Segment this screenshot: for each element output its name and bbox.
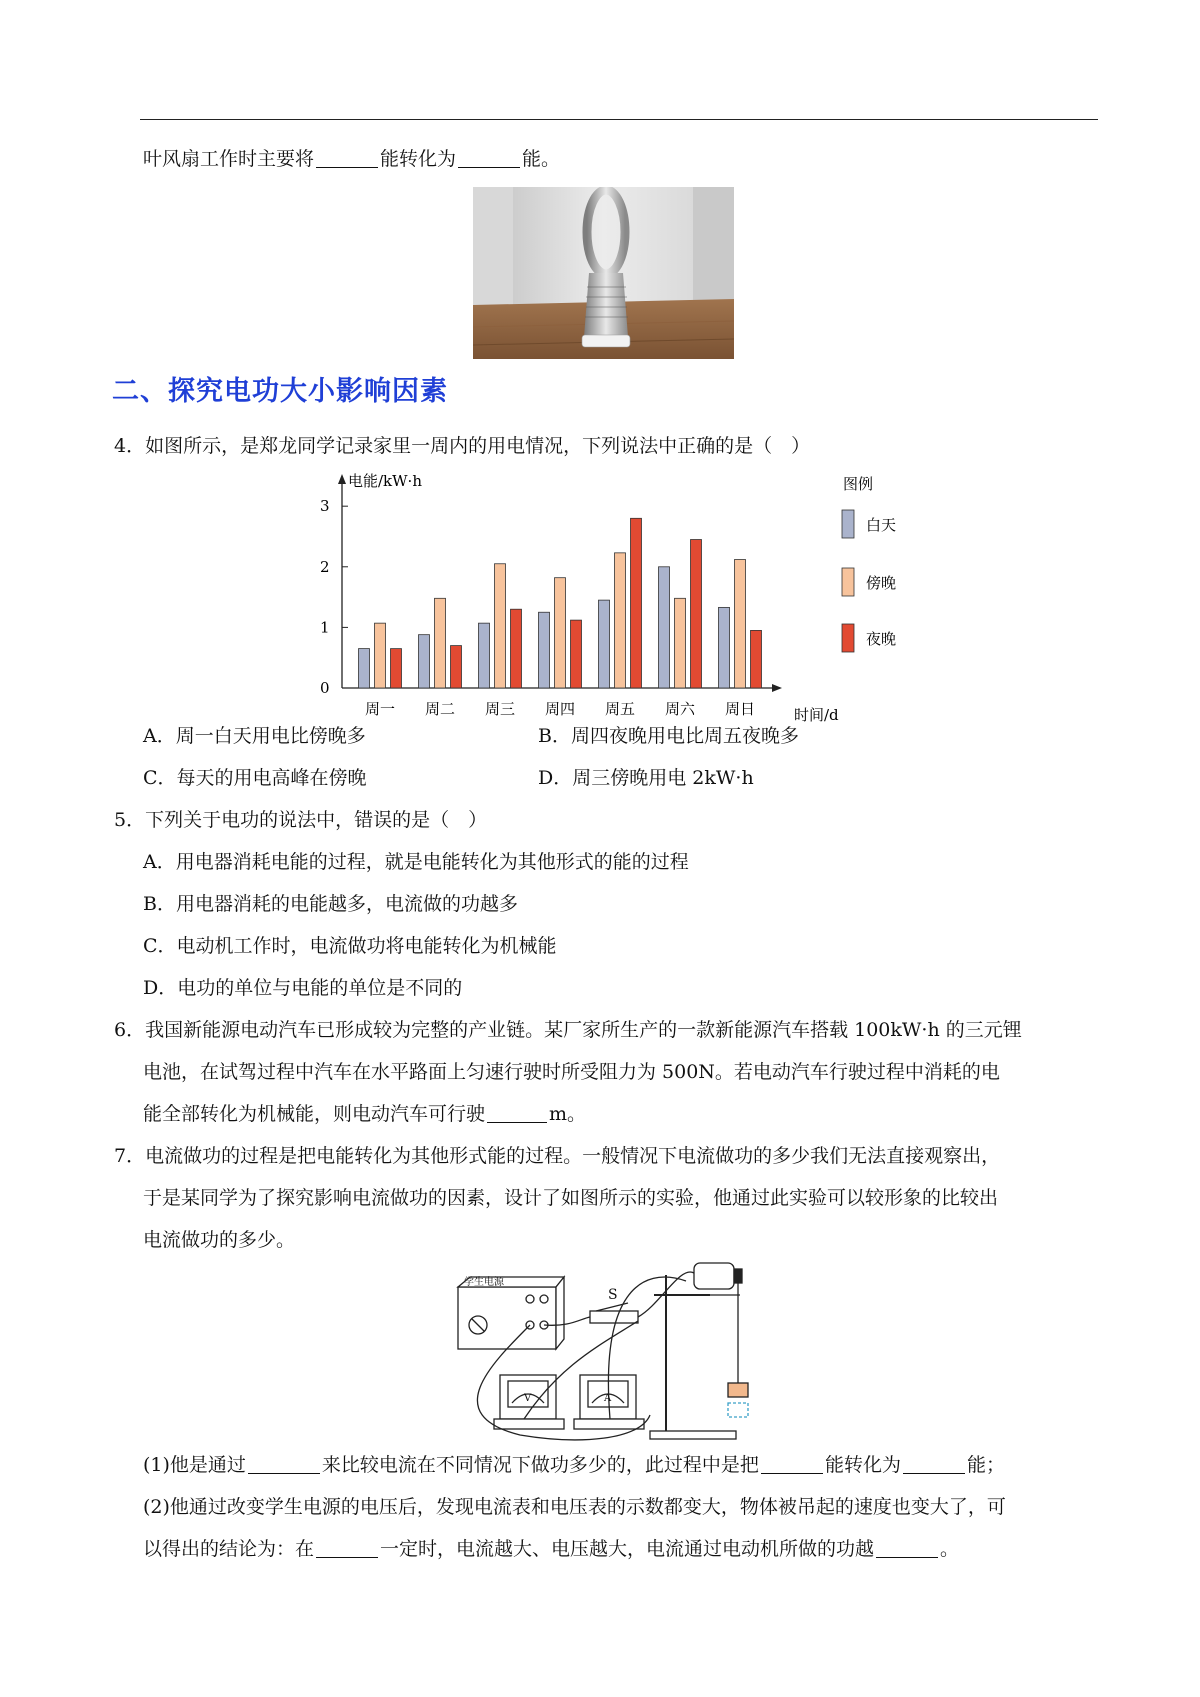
q7-sub1-blank-3[interactable] <box>903 1453 965 1474</box>
q7-sub1-blank-1[interactable] <box>248 1453 320 1474</box>
q4-option-b[interactable]: B．周四夜晚用电比周五夜晚多 <box>538 725 799 747</box>
chart-marks <box>320 474 896 718</box>
chart-legend-swatch <box>842 624 854 652</box>
q5-option-c[interactable]: C．电动机工作时，电流做功将电能转化为机械能 <box>143 935 557 957</box>
chart-y-tick-label: 1 <box>320 618 330 637</box>
chart-bar <box>735 560 746 688</box>
q5-stem: 5．下列关于电功的说法中，错误的是（ ） <box>114 809 488 831</box>
chart-y-tick-label: 0 <box>320 679 330 697</box>
chart-x-tick-label: 周五 <box>604 700 636 718</box>
chart-ylabel: 电能/kW·h <box>348 472 422 490</box>
voltmeter-label: V <box>524 1393 532 1404</box>
chart-bar <box>691 540 702 688</box>
q7-line-1: 7．电流做功的过程是把电能转化为其他形式能的过程。一般情况下电流做功的多少我们无法直接观察出， <box>114 1145 1001 1167</box>
q7-sub2-blank-2[interactable] <box>876 1537 938 1558</box>
q3-blank-2[interactable] <box>458 147 520 168</box>
q6-line-3 <box>143 1100 586 1128</box>
chart-x-tick-label: 周一 <box>364 700 396 718</box>
experiment-circuit-diagram <box>450 1255 770 1443</box>
chart-bar <box>571 620 582 688</box>
chart-y-tick-label: 3 <box>320 497 330 516</box>
q7-sub1 <box>143 1451 1005 1479</box>
power-supply-label: 学生电源 <box>464 1277 504 1288</box>
hanging-weight <box>728 1383 748 1397</box>
q7-sub1-text-3: 能转化为 <box>824 1454 901 1476</box>
q6-line-2: 电池，在试驾过程中汽车在水平路面上匀速行驶时所受阻力为 500N。若电动汽车行驶过程中消耗的电 <box>143 1061 1000 1083</box>
electric-motor <box>694 1263 734 1289</box>
q7-line-3: 电流做功的多少。 <box>143 1229 296 1251</box>
q5-option-a[interactable]: A．用电器消耗电能的过程，就是电能转化为其他形式的能的过程 <box>143 851 689 873</box>
weight-raised-position <box>728 1403 748 1417</box>
chart-legend-label: 白天 <box>866 516 897 534</box>
chart-legend-label: 夜晚 <box>866 630 897 648</box>
chart-bar <box>435 598 446 688</box>
q7-sub2-text-3: 。 <box>940 1538 960 1560</box>
switch-base <box>590 1311 638 1323</box>
chart-bar <box>659 567 670 688</box>
chart-y-axis-arrow <box>338 474 346 484</box>
chart-legend-swatch <box>842 568 854 596</box>
chart-bar <box>419 635 430 688</box>
q7-line-2: 于是某同学为了探究影响电流做功的因素，设计了如图所示的实验，他通过此实验可以较形象的比较出 <box>143 1187 999 1209</box>
chart-bar <box>479 623 490 688</box>
q6-blank[interactable] <box>487 1102 547 1123</box>
q3-text-1: 叶风扇工作时主要将 <box>143 148 315 170</box>
chart-y-tick-label: 2 <box>320 557 330 576</box>
chart-xlabel: 时间/d <box>794 706 839 724</box>
chart-x-tick-label: 周四 <box>544 700 576 718</box>
bladeless-fan-photo <box>473 187 734 359</box>
electricity-usage-chart <box>300 464 900 724</box>
q4-option-c[interactable]: C．每天的用电高峰在傍晚 <box>143 767 367 789</box>
chart-bar <box>615 553 626 688</box>
q7-sub2-line-1: (2)他通过改变学生电源的电压后，发现电流表和电压表的示数都变大，物体被吊起的速度也变大了，可 <box>143 1496 1006 1518</box>
switch-label: S <box>608 1287 618 1303</box>
chart-bar <box>675 598 686 688</box>
q7-sub1-text-4: 能； <box>966 1454 1005 1476</box>
chart-x-axis-arrow <box>772 684 782 692</box>
q7-sub2-blank-1[interactable] <box>316 1537 378 1558</box>
q3-text-2: 能转化为 <box>380 148 457 170</box>
q5-option-d[interactable]: D．电功的单位与电能的单位是不同的 <box>143 977 463 999</box>
q3-text-3: 能。 <box>522 148 561 170</box>
q4-option-a[interactable]: A．周一白天用电比傍晚多 <box>143 725 366 747</box>
q5-option-b[interactable]: B．用电器消耗的电能越多，电流做的功越多 <box>143 893 518 915</box>
chart-bar <box>511 609 522 688</box>
q7-sub2-text-2: 一定时，电流越大、电压越大，电流通过电动机所做的功越 <box>380 1538 875 1560</box>
chart-legend-swatch <box>842 510 854 538</box>
header-rule <box>140 119 1098 120</box>
chart-x-tick-label: 周二 <box>424 700 456 718</box>
q3-blank-1[interactable] <box>316 147 378 168</box>
chart-bar <box>555 578 566 688</box>
chart-bar <box>631 518 642 688</box>
section-2-title: 二、探究电功大小影响因素 <box>112 376 448 407</box>
chart-bar <box>495 564 506 688</box>
chart-bar <box>359 649 370 688</box>
q6-line-1: 6．我国新能源电动汽车已形成较为完整的产业链。某厂家所生产的一款新能源汽车搭载 100kW·h 的三元锂 <box>114 1019 1022 1041</box>
chart-bar <box>599 600 610 688</box>
chart-x-tick-label: 周日 <box>724 700 756 718</box>
q7-sub1-blank-2[interactable] <box>761 1453 823 1474</box>
chart-legend-title: 图例 <box>843 475 874 493</box>
q4-option-d[interactable]: D．周三傍晚用电 2kW·h <box>538 767 754 789</box>
q7-sub1-text-2: 来比较电流在不同情况下做功多少的，此过程中是把 <box>321 1454 759 1476</box>
q3-tail-line <box>143 145 560 173</box>
q7-sub2-text-1: 以得出的结论为：在 <box>143 1538 315 1560</box>
chart-x-tick-label: 周三 <box>484 700 516 718</box>
q4-stem: 4．如图所示，是郑龙同学记录家里一周内的用电情况，下列说法中正确的是（ ） <box>114 435 811 457</box>
q7-sub1-text-1: (1)他是通过 <box>143 1454 246 1476</box>
chart-bar <box>451 646 462 688</box>
ammeter-label: A <box>604 1393 612 1404</box>
chart-bar <box>539 612 550 688</box>
chart-bar <box>751 630 762 688</box>
chart-bar <box>375 623 386 688</box>
q6-text-2: m。 <box>549 1103 587 1125</box>
q6-text-1: 能全部转化为机械能，则电动汽车可行驶 <box>143 1103 486 1125</box>
chart-x-tick-label: 周六 <box>664 700 696 718</box>
chart-bar <box>391 649 402 688</box>
chart-legend-label: 傍晚 <box>866 574 897 592</box>
chart-bar <box>719 607 730 688</box>
q7-sub2-line-2 <box>143 1535 959 1563</box>
